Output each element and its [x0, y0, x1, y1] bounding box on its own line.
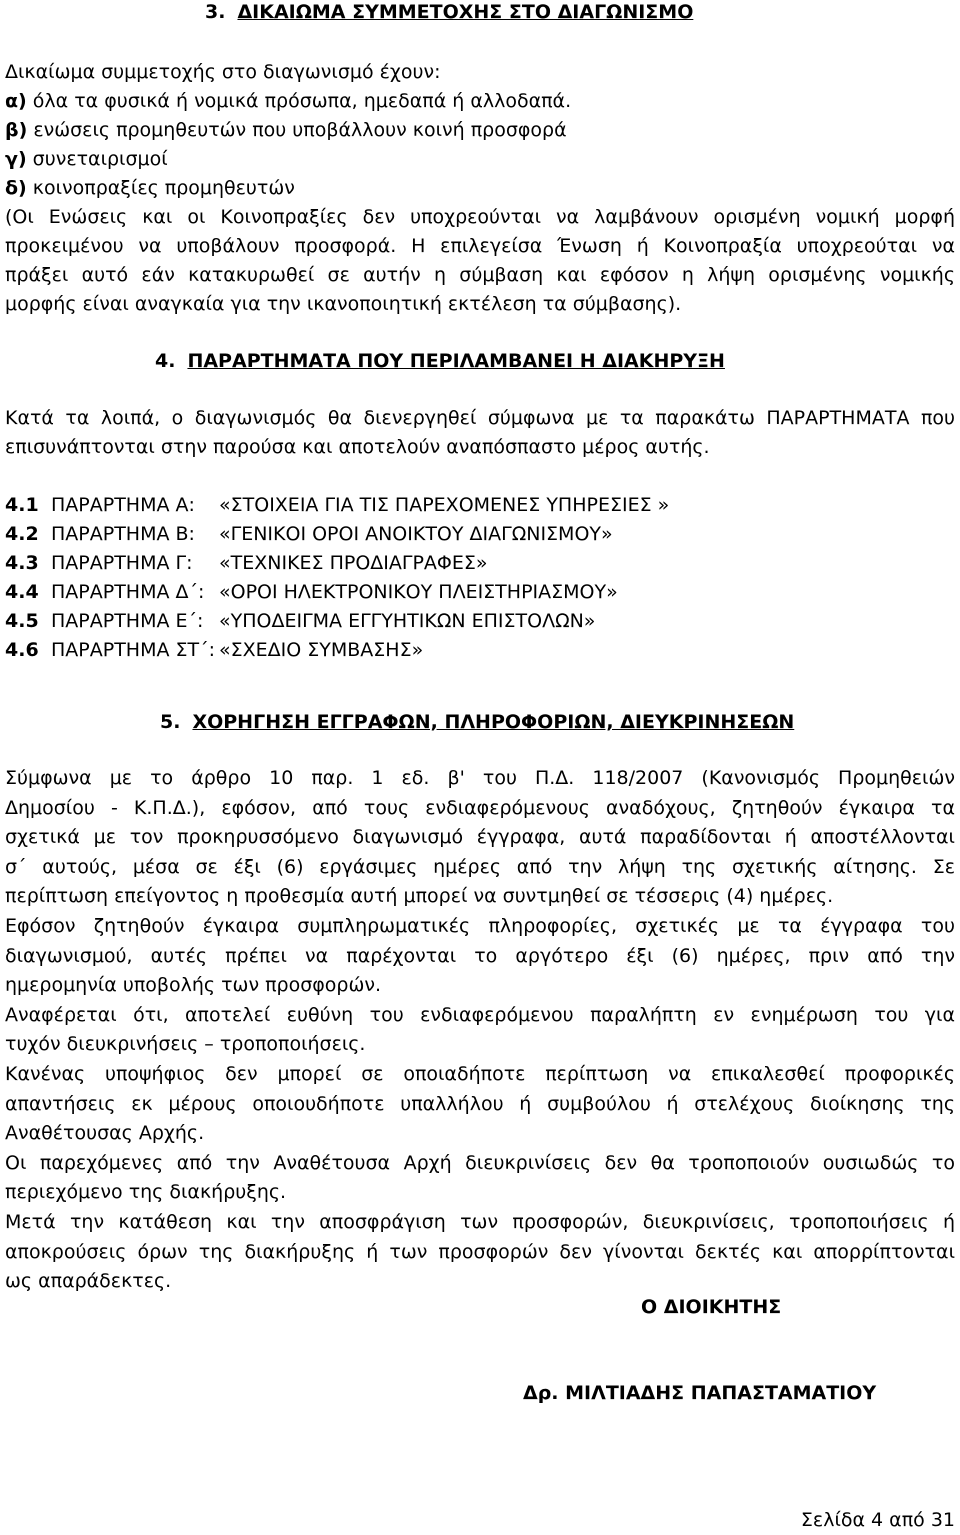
- eligibility-item: [5, 174, 295, 203]
- annex-title: «ΓΕΝΙΚΟΙ ΟΡΟΙ ΑΝΟΙΚΤΟΥ ΔΙΑΓΩΝΙΣΜΟΥ»: [219, 523, 613, 545]
- section-4-heading: [155, 347, 725, 376]
- annex-name: ΠΑΡΑΡΤΗΜΑ ΣΤ΄:: [51, 639, 216, 661]
- section-4-intro-line: Κατά τα λοιπά, ο διαγωνισμός θα διενεργηθεί σύμφωνα με τα παρακάτω ΠΑΡΑΡΤΗΜΑΤΑ που: [5, 407, 955, 429]
- annex-title: «ΣΧΕΔΙΟ ΣΥΜΒΑΣΗΣ»: [219, 639, 424, 661]
- section-5-line: ως απαράδεκτες.: [5, 1270, 172, 1292]
- section-5-line: Αναφέρεται ότι, αποτελεί ευθύνη του ενδιαφερόμενου παραλήπτη εν ενημέρωση του για: [5, 1004, 955, 1026]
- section-3-intro: Δικαίωμα συμμετοχής στο διαγωνισμό έχουν:: [5, 61, 441, 83]
- eligibility-item: [5, 87, 571, 116]
- section-5-heading: [160, 708, 794, 737]
- annex-code: 4.5: [5, 610, 39, 632]
- section-5-number: 5.: [160, 711, 181, 733]
- signature-name: Δρ. ΜΙΛΤΙΑΔΗΣ ΠΑΠΑΣΤΑΜΑΤΙΟΥ: [523, 1382, 877, 1404]
- annex-name: ΠΑΡΑΡΤΗΜΑ Δ΄:: [51, 581, 205, 603]
- annex-code: 4.2: [5, 523, 39, 545]
- item-label: α): [5, 90, 27, 112]
- section-3-heading: [205, 0, 693, 27]
- item-text: όλα τα φυσικά ή νομικά πρόσωπα, ημεδαπά ή αλλοδαπά.: [26, 90, 572, 112]
- section-5-line: Εφόσον ζητηθούν έγκαιρα συμπληρωματικές πληροφορίες, σχετικές με τα έγγραφα του: [5, 915, 955, 937]
- section-5-line: τυχόν διευκρινήσεις – τροποποιήσεις.: [5, 1033, 366, 1055]
- section-4-title: ΠΑΡΑΡΤΗΜΑΤΑ ΠΟΥ ΠΕΡΙΛΑΜΒΑΝΕΙ Η ΔΙΑΚΗΡΥΞΗ: [187, 350, 725, 372]
- page-number: Σελίδα 4 από 31: [800, 1509, 955, 1531]
- annex-row: [5, 578, 618, 607]
- section-5-line: Κανένας υποψήφιος δεν μπορεί σε οποιαδήποτε περίπτωση να επικαλεσθεί προφορικές: [5, 1063, 955, 1085]
- section-5-line: περιεχόμενο της διακήρυξης.: [5, 1181, 287, 1203]
- section-5-line: Σύμφωνα με το άρθρο 10 παρ. 1 εδ. β' του Π.Δ. 118/2007 (Κανονισμός Προμηθειών: [5, 767, 955, 789]
- annex-title: «ΤΕΧΝΙΚΕΣ ΠΡΟΔΙΑΓΡΑΦΕΣ»: [219, 552, 488, 574]
- annex-name: ΠΑΡΑΡΤΗΜΑ Ε΄:: [51, 610, 204, 632]
- section-5-line: ημερομηνία υποβολής των προσφορών.: [5, 974, 382, 996]
- annex-title: «ΣΤΟΙΧΕΙΑ ΓΙΑ ΤΙΣ ΠΑΡΕΧΟΜΕΝΕΣ ΥΠΗΡΕΣΙΕΣ »: [219, 494, 670, 516]
- annex-code: 4.6: [5, 639, 39, 661]
- annex-row: [5, 549, 488, 578]
- eligibility-item: [5, 116, 567, 145]
- section-5-title: ΧΟΡΗΓΗΣΗ ΕΓΓΡΑΦΩΝ, ΠΛΗΡΟΦΟΡΙΩΝ, ΔΙΕΥΚΡΙΝΗΣΕΩΝ: [192, 711, 795, 733]
- annex-name: ΠΑΡΑΡΤΗΜΑ Γ:: [51, 552, 193, 574]
- annex-row: [5, 607, 595, 636]
- section-5-line: σχετικά με τον προκηρυσσόμενο διαγωνισμό έγγραφα, αυτά παραδίδονται ή αποστέλλονται: [5, 826, 955, 848]
- consortium-note-line: πράξει αυτό εάν κατακυρωθεί σε αυτήν η σύμβαση και εφόσον η λήψη ορισμένης νομικής: [5, 264, 955, 286]
- annex-code: 4.1: [5, 494, 39, 516]
- consortium-note-line: (Οι Ενώσεις και οι Κοινοπραξίες δεν υποχρεούνται να λαμβάνουν ορισμένη νομική μορφή: [5, 206, 955, 228]
- section-5-line: αποκρούσεις όρων της διακήρυξης ή των προσφορών δεν γίνονται δεκτές και απορρίπτονται: [5, 1241, 955, 1263]
- consortium-note-line: μορφής είναι αναγκαία για την ικανοποιητική εκτέλεση τα σύμβασης).: [5, 293, 682, 315]
- annex-row: [5, 520, 613, 549]
- section-5-line: περίπτωση επείγοντος η προθεσμία αυτή μπορεί να συντμηθεί σε τέσσερις (4) ημέρες.: [5, 885, 834, 907]
- annex-name: ΠΑΡΑΡΤΗΜΑ Β:: [51, 523, 195, 545]
- item-label: δ): [5, 177, 27, 199]
- eligibility-item: [5, 145, 168, 174]
- item-text: ενώσεις προμηθευτών που υποβάλλουν κοινή προσφορά: [27, 119, 567, 141]
- item-label: β): [5, 119, 28, 141]
- section-5-line: Δημοσίου - Κ.Π.Δ.), εφόσον, από τους ενδιαφερόμενους αναδόχους, ζητηθούν έγκαιρα τα: [5, 797, 955, 819]
- signature-role: Ο ΔΙΟΙΚΗΤΗΣ: [641, 1296, 782, 1318]
- section-4-number: 4.: [155, 350, 176, 372]
- item-label: γ): [5, 148, 27, 170]
- consortium-note-line: προκειμένου να υποβάλουν προσφορά. Η επιλεγείσα Ένωση ή Κοινοπραξία υποχρεούται να: [5, 235, 955, 257]
- section-5-line: Αναθέτουσας Αρχής.: [5, 1122, 205, 1144]
- annex-title: «ΥΠΟΔΕΙΓΜΑ ΕΓΓΥΗΤΙΚΩΝ ΕΠΙΣΤΟΛΩΝ»: [219, 610, 596, 632]
- section-4-intro-line: επισυνάπτονται στην παρούσα και αποτελούν αναπόσπαστο μέρος αυτής.: [5, 436, 710, 458]
- item-text: κοινοπραξίες προμηθευτών: [26, 177, 295, 199]
- section-5-line: διαγωνισμού, αυτές πρέπει να παρέχονται το αργότερο έξι (6) ημέρες, πριν από την: [5, 945, 955, 967]
- annex-code: 4.3: [5, 552, 39, 574]
- section-5-line: Μετά την κατάθεση και την αποσφράγιση των προσφορών, διευκρινίσεις, τροποποιήσεις ή: [5, 1211, 955, 1233]
- annex-row: [5, 636, 423, 665]
- annex-row: [5, 491, 669, 520]
- annex-code: 4.4: [5, 581, 39, 603]
- section-5-line: απαντήσεις εκ μέρους οποιουδήποτε υπαλλήλου ή συμβούλου ή στελέχους διοίκησης της: [5, 1093, 955, 1115]
- section-3-title: ΔΙΚΑΙΩΜΑ ΣΥΜΜΕΤΟΧΗΣ ΣΤΟ ΔΙΑΓΩΝΙΣΜΟ: [237, 1, 694, 23]
- section-5-line: Οι παρεχόμενες από την Αναθέτουσα Αρχή διευκρινίσεις δεν θα τροποποιούν ουσιωδώς το: [5, 1152, 955, 1174]
- item-text: συνεταιρισμοί: [26, 148, 168, 170]
- section-3-number: 3.: [205, 1, 226, 23]
- section-5-line: σ΄ αυτούς, μέσα σε έξι (6) εργάσιμες ημέρες από την λήψη της σχετικής αίτησης. Σε: [5, 856, 955, 878]
- annex-name: ΠΑΡΑΡΤΗΜΑ Α:: [51, 494, 195, 516]
- annex-title: «ΟΡΟΙ ΗΛΕΚΤΡΟΝΙΚΟΥ ΠΛΕΙΣΤΗΡΙΑΣΜΟΥ»: [219, 581, 618, 603]
